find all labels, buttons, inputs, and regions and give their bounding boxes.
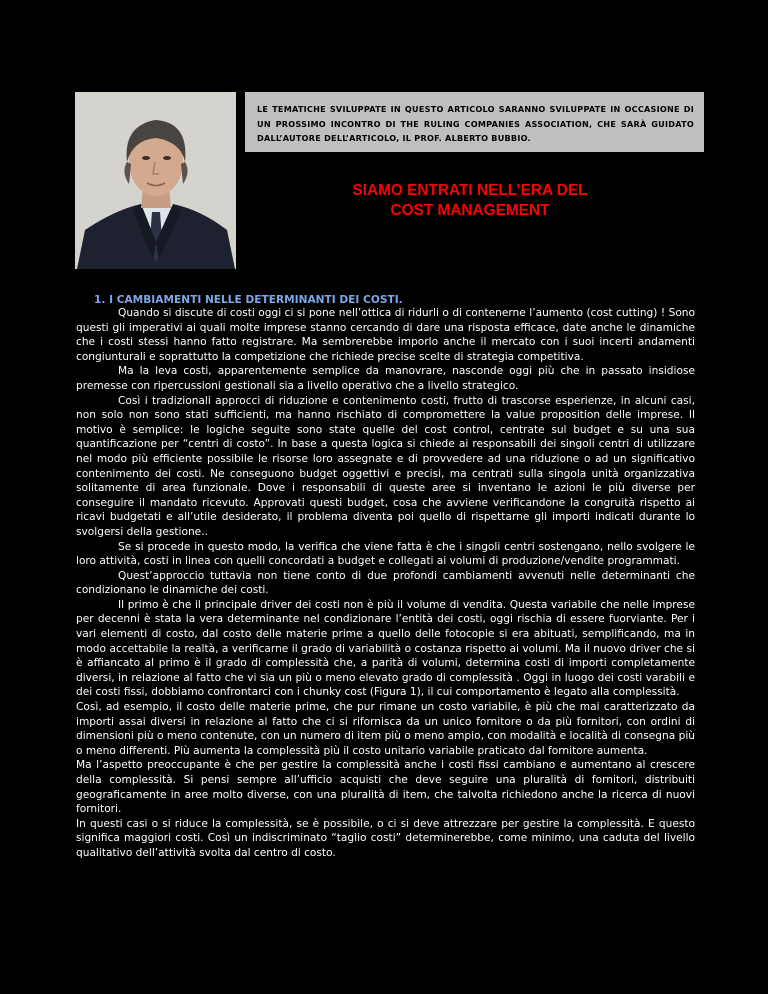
paragraph: Così, ad esempio, il costo delle materie prime, che pur rimane un costo variabile, è più che mai caratterizzato da importi assai diversi in relazione al fatto che ci si rifornisca da un unico fornitore o da più fornitori, con ordini di dimensioni più o meno contenute, con un numero di item più o meno ampio, con modalità e località di consegna più o meno differenti. Più aumenta la complessità più il costo unitario variabile praticato dal fornitore aumenta.: [76, 701, 695, 757]
article-title: [300, 181, 640, 221]
paragraph: Se si procede in questo modo, la verifica che viene fatta è che i singoli centri sostengano, nello svolgere le loro attività, costi in linea con quelli concordati a budget e collegati ai volumi di produzione/vendite programmati.: [76, 540, 695, 568]
title-line-2: COST MANAGEMENT: [390, 202, 550, 219]
paragraph: Quando si discute di costi oggi ci si pone nell’ottica di ridurli o di contenerne l’aumento (cost cutting) ! Sono questi gli imperativi ai quali molte imprese stanno cercando di dare una risposta efficace, date anche le dinamiche che i costi stessi hanno fatto registrare. Ma sembrerebbe imporlo anche il mercato con i suoi incerti andamenti congiunturali e soprattutto la competizione che richiede precise scelte di strategia competitiva.: [76, 307, 695, 363]
section-heading: 1. I CAMBIAMENTI NELLE DETERMINANTI DEI COSTI.: [94, 294, 403, 306]
article-note-box: [245, 92, 704, 152]
author-photo: [75, 92, 236, 269]
paragraph: In questi casi o si riduce la complessità, se è possibile, o ci si deve attrezzare per gestire la complessità. E questo significa maggiori costi. Così un indiscriminato “taglio costi” determinerebbe, come minimo, una caduta del livello qualitativo dell’attività svolta dal centro di costo.: [76, 817, 695, 859]
article-body: [76, 306, 695, 861]
paragraph: Quest’approccio tuttavia non tiene conto di due profondi cambiamenti avvenuti nelle determinanti che condizionano le dinamiche dei costi.: [76, 569, 695, 597]
title-line-1: SIAMO ENTRATI NELL’ERA DEL: [352, 182, 588, 199]
article-note-text: LE TEMATICHE SVILUPPATE IN QUESTO ARTICOLO SARANNO SVILUPPATE IN OCCASIONE DI UN PROSSIMO INCONTRO DI THE RULING COMPANIES ASSOCIATION, CHE SARÀ GUIDATO DALL’AUTORE DELL’ARTICOLO, IL PROF. ALBERTO BUBBIO.: [257, 104, 694, 144]
paragraph: Così i tradizionali approcci di riduzione e contenimento costi, frutto di trascorse esperienze, in alcuni casi, non solo non sono stati sufficienti, ma hanno rischiato di compromettere la value proposition delle imprese. Il motivo è semplice: le logiche seguite sono state quelle del cost control, centrate sul budget e su una sua quantificazione per “centri di costo”. In base a questa logica si chiede ai responsabili dei singoli centri di utilizzare nel modo più efficiente possibile le risorse loro assegnate e di provvedere ad una riduzione o ad un significativo contenimento dei costi. Ne conseguono budget oggettivi e precisi, ma centrati sulla singola unità organizzativa solitamente di area funzionale. Dove i responsabili di queste aree si inventano le azioni le più diverse per conseguire il mandato ricevuto. Approvati questi budget, cosa che avviene verificandone la congruità rispetto ai ricavi budgetati e all’utile desiderato, il problema diventa poi quello di rispettarne gli importi indicati durante lo svolgersi della gestione..: [76, 394, 695, 538]
paragraph: Ma l’aspetto preoccupante è che per gestire la complessità anche i costi fissi cambiano e aumentano al crescere della complessità. Si pensi sempre all’ufficio acquisti che deve seguire una pluralità di fornitori, distribuiti geograficamente in aree molto diverse, con una pluralità di item, che talvolta richiedono anche la ricerca di nuovi fornitori.: [76, 759, 695, 816]
paragraph: Ma la leva costi, apparentemente semplice da manovrare, nasconde oggi più che in passato insidiose premesse con ripercussioni gestionali sia a livello operativo che a livello strategico.: [76, 365, 695, 392]
portrait-image: [75, 92, 236, 269]
paragraph: Il primo è che il principale driver dei costi non è più il volume di vendita. Questa variabile che nelle imprese per decenni è stata la vera determinante nel condizionare l’entità dei costi, oggi rischia di essere fuorviante. Per i vari elementi di costo, dal costo delle materie prime a quello delle fotocopie si era abituati, semplificando, ma in modo accettabile la realtà, a verificarne il grado di variabilità o costanza rispetto ai volumi. Ma il nuovo driver che si è affiancato al primo è il grado di complessità che, a parità di volumi, determina costi di importi completamente diversi, in relazione al fatto che vi sia un più o meno elevato grado di complessità . Oggi in luogo dei costi varabili e dei costi fissi, dobbiamo confrontarci con i chunky cost (Figura 1), il cui comportamento è legato alla complessità.: [76, 598, 695, 699]
